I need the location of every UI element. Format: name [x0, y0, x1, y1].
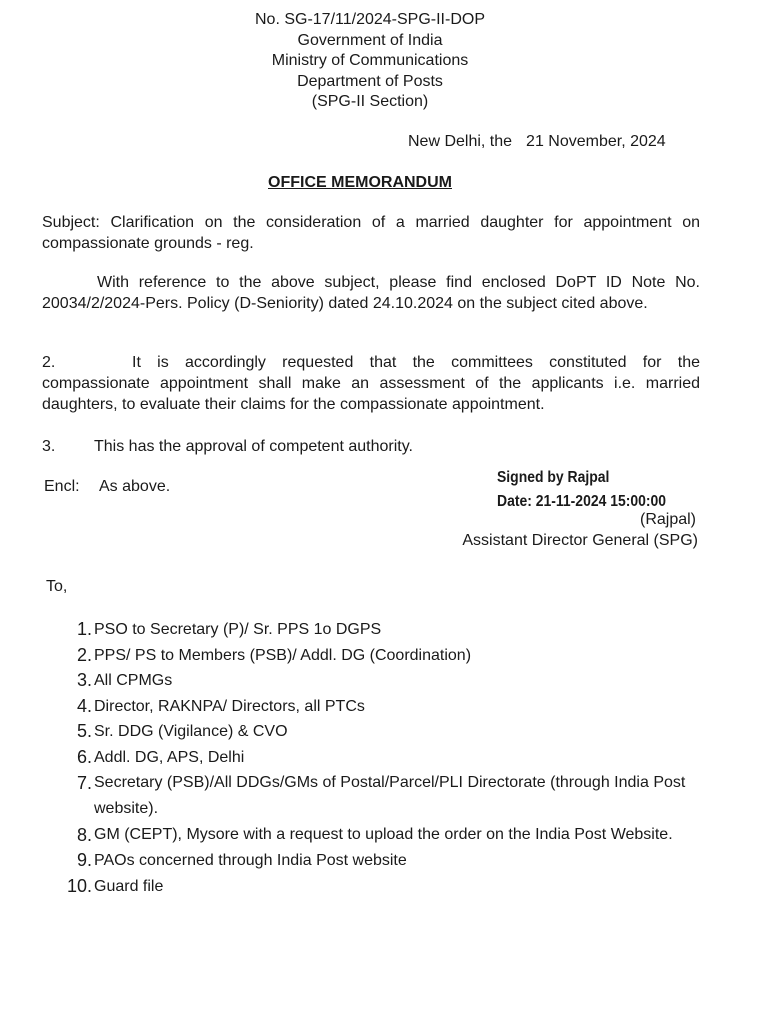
paragraph-3	[42, 436, 700, 457]
list-item-text: Sr. DDG (Vigilance) & CVO	[94, 723, 288, 740]
enclosure-text: As above.	[99, 478, 171, 495]
list-item-number: 7.	[76, 773, 92, 793]
list-item-number: 2.	[76, 644, 92, 665]
place: New Delhi, the	[408, 133, 513, 150]
paragraph-1: With reference to the above subject, please find enclosed DoPT ID Note No. 20034/2/2024-Pers. Policy (D-Seniority) dated 24.10.2024 on the subject cited above.	[42, 274, 700, 312]
list-item-number: 6.	[76, 746, 92, 767]
list-item	[56, 643, 716, 669]
signatory-designation: Assistant Director General (SPG)	[462, 532, 698, 549]
list-item-text: Secretary (PSB)/All DDGs/GMs of Postal/Parcel/PLI Directorate (through India Post website).	[94, 774, 686, 817]
list-item	[56, 694, 716, 720]
list-item-text: Director, RAKNPA/ Directors, all PTCs	[94, 697, 365, 715]
list-item-text: Guard file	[94, 877, 164, 895]
enclosure-label: Encl:	[44, 478, 80, 495]
list-item-number: 10.	[66, 875, 92, 896]
list-item-number: 1.	[76, 619, 92, 639]
list-item-text: All CPMGs	[94, 672, 173, 689]
enclosure	[44, 478, 170, 496]
list-item-text: PAOs concerned through India Post website	[94, 852, 407, 869]
list-item-number: 4.	[76, 695, 92, 716]
list-item	[56, 822, 716, 848]
digital-signature-block	[497, 466, 685, 514]
distribution-list	[56, 617, 716, 899]
section-name: (SPG-II Section)	[311, 93, 429, 110]
paragraph-2	[42, 352, 700, 415]
list-item	[56, 668, 716, 694]
list-item-text: GM (CEPT), Mysore with a request to upload the order on the India Post Website.	[94, 826, 673, 843]
issue-date: 21 November, 2024	[526, 133, 666, 150]
list-item	[56, 617, 716, 643]
list-item-number: 8.	[76, 825, 92, 845]
list-item	[56, 770, 716, 822]
file-number: No. SG-17/11/2024-SPG-II-DOP	[254, 11, 485, 28]
paragraph-3-text: This has the approval of competent authority.	[94, 438, 413, 455]
list-item-text: PPS/ PS to Members (PSB)/ Addl. DG (Coordination)	[94, 646, 472, 664]
government-name: Government of India	[297, 31, 443, 49]
list-item-number: 5.	[76, 721, 92, 741]
list-item	[56, 745, 716, 771]
paragraph-3-number: 3.	[42, 438, 56, 455]
list-item-text: PSO to Secretary (P)/ Sr. PPS 1o DGPS	[94, 621, 382, 638]
signatory-name: (Rajpal)	[639, 511, 696, 528]
signature-date: Date: 21-11-2024 15:00:00	[497, 493, 667, 510]
date-line	[408, 133, 666, 151]
department-name: Department of Posts	[297, 72, 443, 90]
memo-title: OFFICE MEMORANDUM	[268, 174, 452, 191]
letterhead	[0, 10, 740, 113]
list-item-text: Addl. DG, APS, Delhi	[94, 748, 245, 766]
subject: Subject: Clarification on the consideration of a married daughter for appointment on compassionate grounds - reg.	[42, 214, 700, 252]
to-label: To,	[46, 578, 68, 595]
list-item-number: 3.	[76, 670, 92, 690]
list-item	[56, 848, 716, 874]
signed-by: Signed by Rajpal	[497, 469, 610, 486]
list-item	[56, 719, 716, 745]
list-item	[56, 874, 716, 900]
paragraph-2-number: 2.	[42, 354, 56, 371]
ministry-name: Ministry of Communications	[271, 52, 469, 69]
list-item-number: 9.	[76, 850, 92, 870]
paragraph-2-text: It is accordingly requested that the committees constituted for the compassionate appointment shall make an assessment of the applicants i.e. married daughters, to evaluate their claims for the compassionate appointment.	[42, 354, 700, 413]
